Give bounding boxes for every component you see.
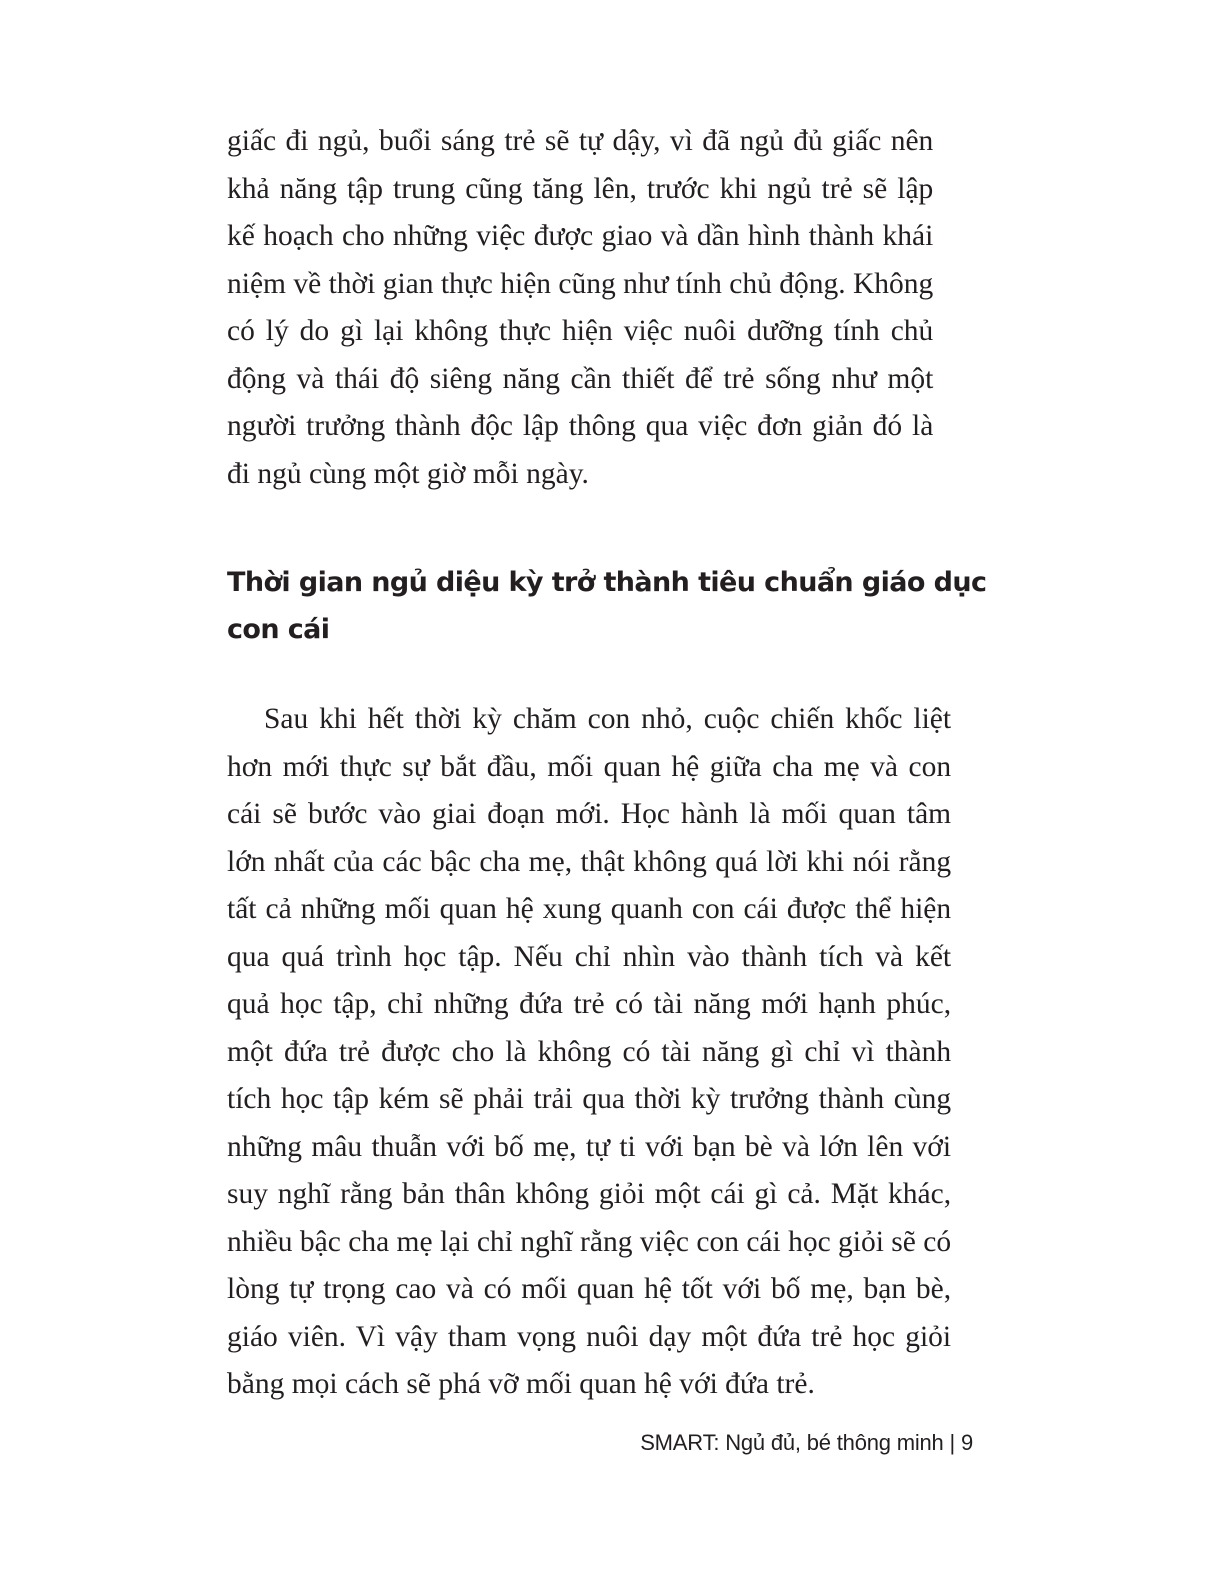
text-line: qua quá trình học tập. Nếu chỉ nhìn vào thành tích và kết — [227, 940, 952, 973]
text-line: giáo viên. Vì vậy tham vọng nuôi dạy một đứa trẻ học giỏi — [227, 1320, 952, 1353]
text-line: động và thái độ siêng năng cần thiết để trẻ sống như một — [227, 362, 934, 395]
heading-line: Thời gian ngủ diệu kỳ trở thành tiêu chuẩn giáo dục — [227, 567, 987, 598]
text-line: kế hoạch cho những việc được giao và dần hình thành khái — [227, 220, 934, 252]
text-line: lòng tự trọng cao và có mối quan hệ tốt với bố mẹ, bạn bè, — [227, 1273, 952, 1305]
text-line: niệm về thời gian thực hiện cũng như tính chủ động. Không — [227, 267, 934, 300]
text-line: những mâu thuẫn với bố mẹ, tự ti với bạn bè và lớn lên với — [227, 1130, 952, 1163]
paragraph-section-body — [227, 696, 951, 1409]
footer-separator: | — [949, 1430, 956, 1455]
text-line: có lý do gì lại không thực hiện việc nuôi dưỡng tính chủ — [227, 315, 934, 347]
text-line: tất cả những mối quan hệ xung quanh con cái được thể hiện — [227, 893, 952, 925]
text-line: bằng mọi cách sẽ phá vỡ mối quan hệ với đứa trẻ. — [227, 1368, 815, 1400]
text-line: lớn nhất của các bậc cha mẹ, thật không quá lời khi nói rằng — [227, 845, 952, 878]
page-footer — [640, 1430, 973, 1456]
text-line: suy nghĩ rằng bản thân không giỏi một cái gì cả. Mặt khác, — [227, 1178, 952, 1210]
text-line: quả học tập, chỉ những đứa trẻ có tài năng mới hạnh phúc, — [227, 988, 952, 1020]
text-line: khả năng tập trung cũng tăng lên, trước khi ngủ trẻ sẽ lập — [227, 172, 934, 205]
text-line: người trưởng thành độc lập thông qua việc đơn giản đó là — [227, 410, 934, 442]
text-line: đi ngủ cùng một giờ mỗi ngày. — [227, 457, 589, 490]
text-line: giấc đi ngủ, buổi sáng trẻ sẽ tự dậy, vì đã ngủ đủ giấc nên — [227, 125, 934, 157]
text-line: Sau khi hết thời kỳ chăm con nhỏ, cuộc chiến khốc liệt — [264, 703, 952, 735]
running-title: SMART: Ngủ đủ, bé thông minh — [640, 1430, 944, 1455]
text-line: cái sẽ bước vào giai đoạn mới. Học hành là mối quan tâm — [227, 798, 952, 830]
text-line: hơn mới thực sự bắt đầu, mối quan hệ giữa cha mẹ và con — [227, 750, 952, 783]
text-line: một đứa trẻ được cho là không có tài năng gì chỉ vì thành — [227, 1035, 952, 1068]
page-number: 9 — [960, 1430, 973, 1455]
heading-line: con cái — [227, 614, 330, 645]
text-line: nhiều bậc cha mẹ lại chỉ nghĩ rằng việc con cái học giỏi sẽ có — [227, 1225, 952, 1258]
section-heading — [227, 559, 986, 653]
paragraph-continued — [227, 118, 933, 498]
text-line: tích học tập kém sẽ phải trải qua thời kỳ trưởng thành cùng — [227, 1083, 952, 1115]
